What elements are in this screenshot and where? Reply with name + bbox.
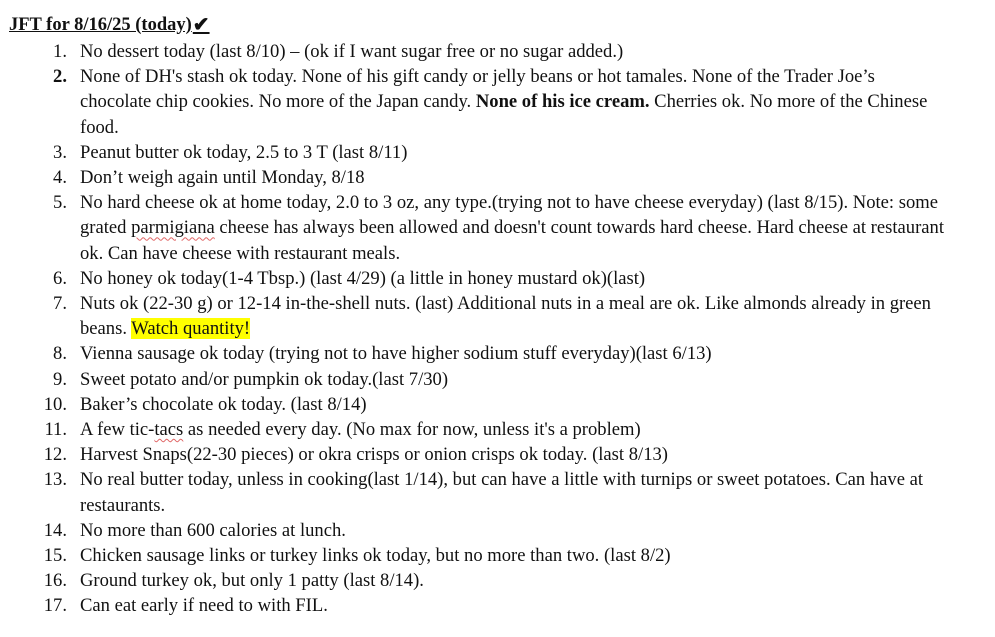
text-run: Baker’s chocolate ok today. (last 8/14)	[80, 393, 367, 415]
text-run: Ground turkey ok, but only 1 patty (last 8/14).	[80, 570, 424, 592]
text-run: No honey ok today(1-4 Tbsp.) (last 4/29) (a little in honey mustard ok)(last)	[80, 267, 646, 289]
item-number: 15.	[43, 545, 67, 567]
text-run: No hard cheese ok at home today, 2.0 to 3 oz, any type.(trying not to have cheese everyday) (last 8/15). Note: some grated	[80, 192, 938, 239]
food-rules-list	[9, 39, 995, 619]
item-number: 11.	[44, 419, 67, 441]
title-text: JFT for 8/16/25 (today)	[9, 15, 192, 35]
text-run: Nuts ok (22-30 g) or 12-14 in-the-shell nuts. (last) Additional nuts in a meal are ok. Like almonds already in green beans.	[80, 293, 931, 340]
list-item	[9, 593, 950, 618]
item-number: 7.	[53, 293, 67, 315]
text-run: No real butter today, unless in cooking(last 1/14), but can have a little with turnips or sweet potatoes. Can have at restaurants.	[80, 469, 924, 516]
list-item	[9, 367, 950, 392]
item-number: 10.	[43, 393, 67, 415]
highlighted-text: Watch quantity!	[131, 318, 251, 340]
item-text	[80, 192, 944, 263]
list-item	[9, 568, 950, 593]
item-number: 3.	[53, 141, 67, 163]
item-number: 6.	[53, 267, 67, 289]
text-run: No dessert today (last 8/10) – (ok if I want sugar free or no sugar added.)	[80, 41, 624, 62]
text-run: Cherries ok. No more of the Chinese food.	[80, 91, 928, 138]
spellcheck-flagged-text: parmigiana	[131, 217, 215, 239]
text-run: Vienna sausage ok today (trying not to have higher sodium stuff everyday)(last 6/13)	[80, 343, 712, 365]
item-number: 9.	[53, 368, 67, 390]
item-number: 1.	[53, 41, 67, 62]
list-item	[9, 417, 950, 442]
item-text	[80, 369, 448, 390]
list-item	[9, 39, 950, 64]
item-text	[80, 545, 671, 566]
list-item	[9, 467, 950, 517]
item-number: 13.	[43, 469, 67, 491]
item-text	[80, 167, 365, 188]
bold-text: None of his ice cream.	[475, 91, 650, 113]
item-text	[80, 419, 641, 440]
list-item	[9, 140, 950, 165]
item-text	[80, 66, 927, 137]
list-item	[9, 341, 950, 366]
item-number: 17.	[43, 595, 67, 617]
text-run: A few tic-	[80, 419, 155, 441]
text-run: Sweet potato and/or pumpkin ok today.(last 7/30)	[80, 368, 449, 390]
text-run: Can eat early if need to with FIL.	[80, 595, 328, 617]
list-item	[9, 266, 950, 291]
item-text	[80, 520, 346, 541]
item-number: 2.	[53, 66, 67, 88]
text-run: Peanut butter ok today, 2.5 to 3 T (last 8/11)	[80, 141, 408, 163]
text-run: Harvest Snaps(22-30 pieces) or okra crisps or onion crisps ok today. (last 8/13)	[80, 444, 668, 466]
text-run: Chicken sausage links or turkey links ok today, but no more than two. (last 8/2)	[80, 545, 671, 567]
item-text	[80, 293, 931, 339]
item-text	[80, 469, 923, 515]
document-title	[9, 11, 995, 39]
text-run: Don’t weigh again until Monday, 8/18	[80, 167, 365, 189]
list-item	[9, 64, 950, 140]
checkmark-icon: ✔	[192, 14, 210, 36]
spellcheck-flagged-text: tacs	[154, 419, 184, 441]
list-item	[9, 518, 950, 543]
text-run: as needed every day. (No max for now, unless it's a problem)	[183, 419, 641, 441]
item-text	[80, 570, 424, 591]
item-text	[80, 394, 367, 415]
list-item	[9, 165, 950, 190]
list-item	[9, 543, 950, 568]
text-run: None of DH's stash ok today. None of his gift candy or jelly beans or hot tamales. None of the Trader Joe’s chocolate chip cookies. No more of the Japan candy.	[80, 66, 875, 113]
item-number: 16.	[43, 570, 67, 592]
item-text	[80, 444, 668, 465]
item-text	[80, 595, 328, 616]
item-number: 14.	[43, 519, 67, 541]
item-number: 12.	[43, 444, 67, 466]
item-number: 4.	[53, 167, 67, 189]
list-item	[9, 291, 950, 341]
list-item	[9, 190, 950, 266]
item-text	[80, 343, 712, 364]
text-run: cheese has always been allowed and doesn't count towards hard cheese. Hard cheese at restaurant ok. Can have cheese with restaurant meals.	[80, 217, 944, 264]
item-text	[80, 268, 645, 289]
item-number: 8.	[53, 343, 67, 365]
item-number: 5.	[53, 192, 67, 214]
list-item	[9, 442, 950, 467]
item-text	[80, 41, 623, 62]
list-item	[9, 392, 950, 417]
item-text	[80, 142, 407, 163]
text-run: No more than 600 calories at lunch.	[80, 519, 346, 541]
